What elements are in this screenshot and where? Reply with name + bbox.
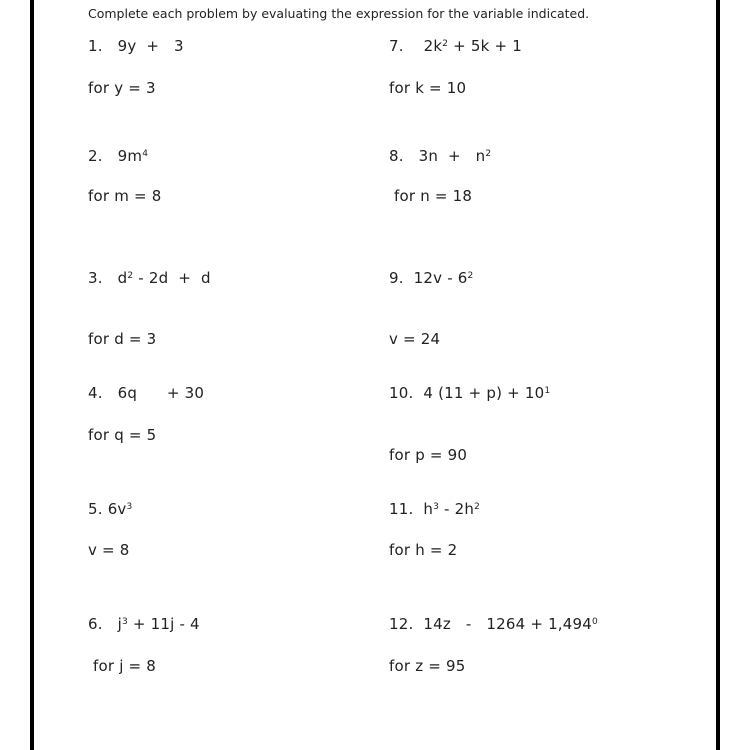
problem-1-given: for y = 3 [88,79,156,97]
problem-8-expression: 8. $3n + n^2$ [389,147,492,165]
problem-3-expression: 3. $d^2 - 2d + d$ [88,269,211,287]
problem-7-expression: 7. $2k^2 + 5k + 1$ [389,37,522,55]
problem-6-expression: 6. $j^3 + 11j - 4$ [88,615,200,633]
problem-8-given: for n = 18 [394,187,473,205]
problem-5-expression: 5. $6v^3$ [88,500,133,518]
problem-2-given: for m = 8 [88,187,162,205]
problem-1-expression: 1. 9y + 3 [88,37,184,55]
problem-7-given: for k = 10 [389,79,467,97]
instructions-text: Complete each problem by evaluating the expression for the variable indicated. [88,6,590,21]
problem-11-given: for h = 2 [389,541,458,559]
problem-3-given: for d = 3 [88,330,157,348]
problem-10-expression: 10. 4 $(11 + p) + 10^1$ [389,384,551,402]
left-border-line [30,0,34,750]
problem-12-expression: 12. $14z - 1264 + 1,494^0$ [389,615,598,633]
problem-4-expression: 4. 6q + 30 [88,384,205,402]
problem-9-expression: 9. $12v - 6^2$ [389,269,474,287]
right-border-line [716,0,720,750]
problem-9-given: v = 24 [389,330,441,348]
problem-5-given: v = 8 [88,541,130,559]
problem-10-given: for p = 90 [389,446,468,464]
problem-11-expression: 11. $h^3 - 2h^2$ [389,500,480,518]
problem-4-given: for q = 5 [88,426,157,444]
problem-12-given: for z = 95 [389,657,466,675]
problem-2-expression: 2. $9m^4$ [88,147,149,165]
problem-6-given: for j = 8 [93,657,157,675]
